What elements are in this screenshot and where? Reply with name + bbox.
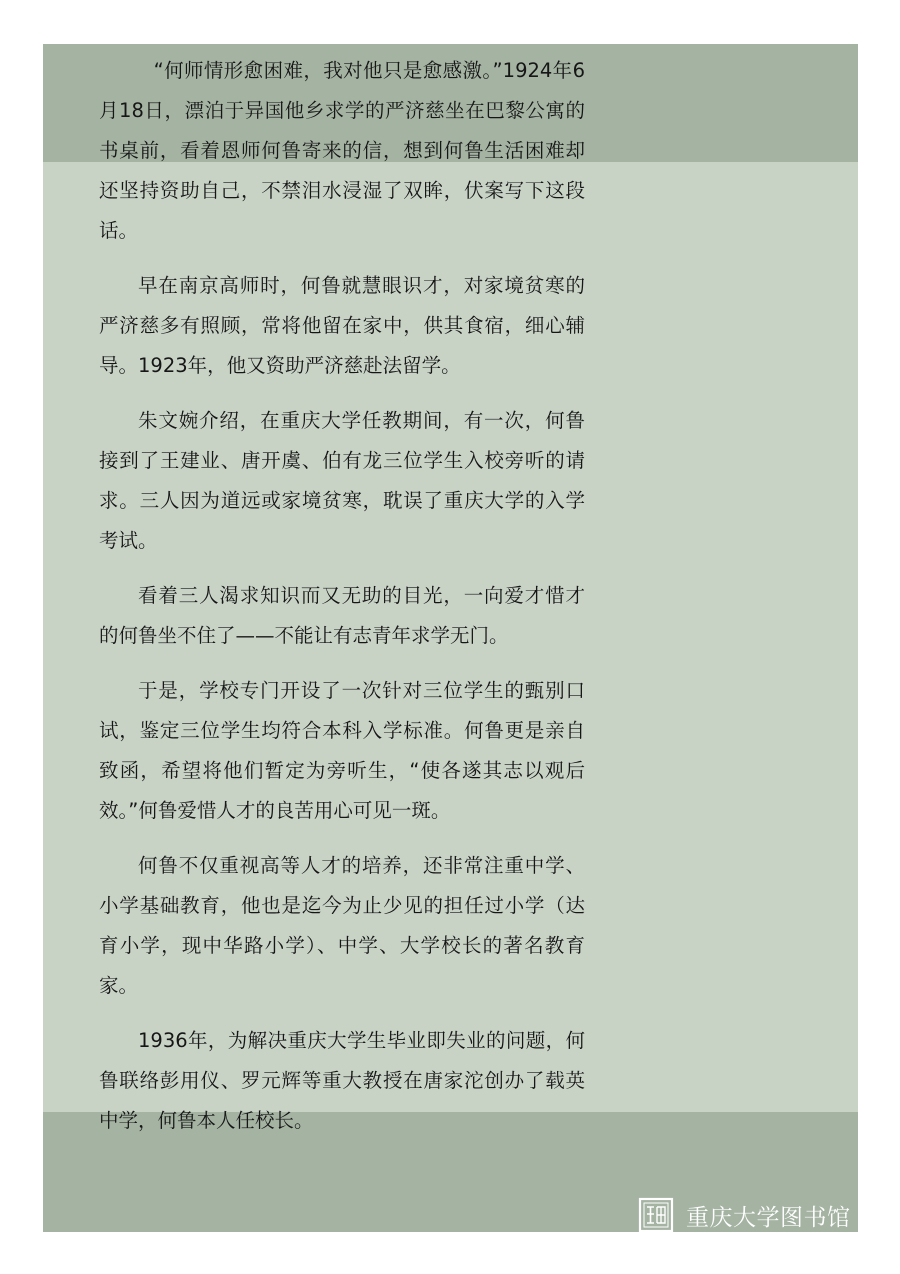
article-body xyxy=(99,51,585,1156)
library-seal-icon xyxy=(638,1197,674,1233)
library-name: 重庆大学图书馆 xyxy=(686,1204,851,1231)
library-watermark xyxy=(638,1196,851,1234)
paragraph-4: 看着三人渴求知识而又无助的目光，一向爱才惜才的何鲁坐不住了——不能让有志青年求学无门。 xyxy=(99,584,585,647)
paragraph-7: 1936年，为解决重庆大学生毕业即失业的问题，何鲁联络彭用仪、罗元辉等重大教授在唐家沱创办了载英中学，何鲁本人任校长。 xyxy=(99,1029,585,1132)
paragraph-3: 朱文婉介绍，在重庆大学任教期间，有一次，何鲁接到了王建业、唐开虞、伯有龙三位学生入校旁听的请求。三人因为道远或家境贫寒，耽误了重庆大学的入学考试。 xyxy=(99,409,585,552)
paragraph-5: 于是，学校专门开设了一次针对三位学生的甄别口试，鉴定三位学生均符合本科入学标准。何鲁更是亲自致函，希望将他们暂定为旁听生，“使各遂其志以观后效。”何鲁爱惜人才的良苦用心可见一斑。 xyxy=(99,679,585,822)
paragraph-2: 早在南京高师时，何鲁就慧眼识才，对家境贫寒的严济慈多有照顾，常将他留在家中，供其食宿，细心辅导。1923年，他又资助严济慈赴法留学。 xyxy=(99,274,585,377)
paragraph-6: 何鲁不仅重视高等人才的培养，还非常注重中学、小学基础教育，他也是迄今为止少见的担任过小学（达育小学，现中华路小学）、中学、大学校长的著名教育家。 xyxy=(99,854,585,997)
article-panel xyxy=(43,44,858,1232)
paragraph-1: “何师情形愈困难，我对他只是愈感激。”1924年6月18日，漂泊于异国他乡求学的严济慈坐在巴黎公寓的书桌前，看着恩师何鲁寄来的信，想到何鲁生活困难却还坚持资助自己，不禁泪水浸湿了双眸，伏案写下这段话。 xyxy=(99,59,585,242)
